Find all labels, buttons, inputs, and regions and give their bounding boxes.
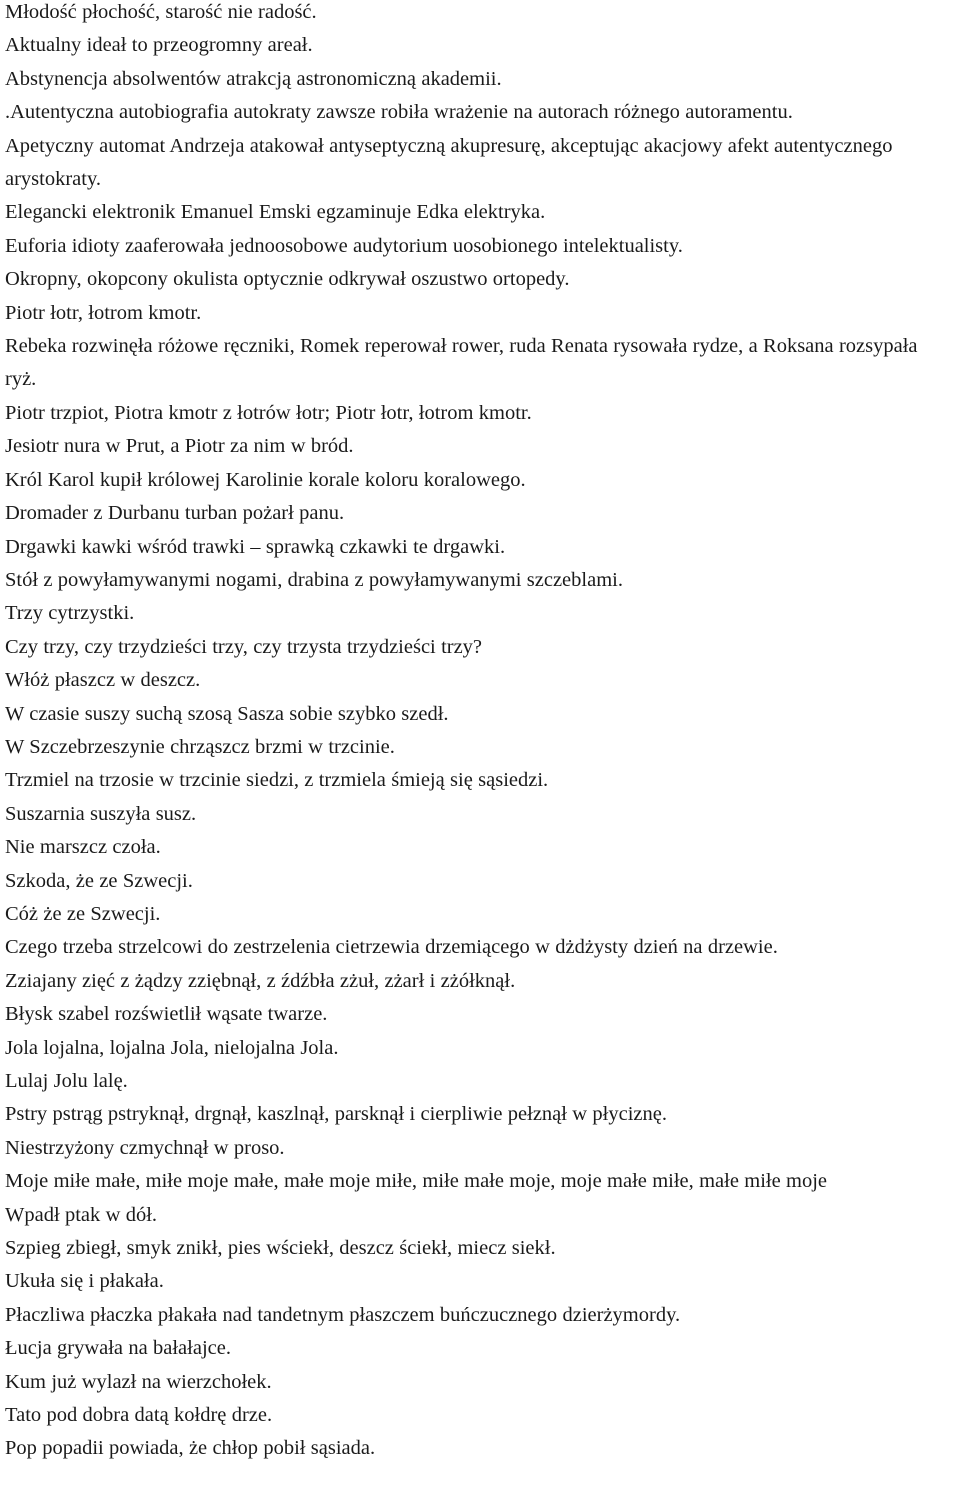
text-line-16: Stół z powyłamywanymi nogami, drabina z powyłamywanymi szczeblami. — [5, 568, 623, 591]
text-line-33: Niestrzyżony czmychnął w proso. — [5, 1136, 285, 1159]
text-line-7: Euforia idioty zaaferowała jednoosobowe audytorium uosobionego intelektualisty. — [5, 234, 683, 257]
text-line-21: W Szczebrzeszynie chrząszcz brzmi w trzcinie. — [5, 735, 395, 758]
text-line-1: Młodość płochość, starość nie radość. — [5, 1, 317, 23]
text-line-22: Trzmiel na trzosie w trzcinie siedzi, z trzmiela śmieją się sąsiedzi. — [5, 769, 549, 792]
text-line-42: Pop popadii powiada, że chłop pobił sąsiada. — [5, 1437, 376, 1460]
text-line-13: Król Karol kupił królowej Karolinie korale koloru koralowego. — [5, 468, 526, 491]
text-line-37: Ukuła się i płakała. — [5, 1270, 164, 1293]
text-line-2: Aktualny ideał to przeogromny areał. — [5, 34, 313, 57]
text-line-5: Apetyczny automat Andrzeja atakował antyseptyczną akupresurę, akceptując akacjowy afekt autentycznego arystokraty. — [5, 134, 893, 191]
text-line-6: Elegancki elektronik Emanuel Emski egzaminuje Edka elektryka. — [5, 201, 546, 224]
text-line-19: Włóż płaszcz w deszcz. — [5, 669, 201, 692]
text-line-35: Wpadł ptak w dół. — [5, 1203, 158, 1226]
text-line-4: .Autentyczna autobiografia autokraty zawsze robiła wrażenie na autorach różnego autoramentu. — [5, 101, 793, 124]
text-line-40: Kum już wylazł na wierzchołek. — [5, 1370, 272, 1393]
text-line-26: Cóż że ze Szwecji. — [5, 902, 161, 925]
text-line-10: Rebeka rozwinęła różowe ręczniki, Romek reperował rower, ruda Renata rysowała rydze, a Roksana rozsypała ryż. — [5, 335, 918, 391]
text-line-3: Abstynencja absolwentów atrakcją astronomiczną akademii. — [5, 67, 502, 90]
text-line-12: Jesiotr nura w Prut, a Piotr za nim w bród. — [5, 435, 354, 458]
text-line-41: Tato pod dobra datą kołdrę drze. — [5, 1404, 273, 1427]
text-line-23: Suszarnia suszyła susz. — [5, 802, 197, 825]
text-line-28: Zziajany zięć z żądzy zziębnął, z źdźbła zżuł, zżarł i zżółknął. — [5, 969, 516, 992]
text-line-25: Szkoda, że ze Szwecji. — [5, 869, 193, 892]
text-line-31: Lulaj Jolu lalę. — [5, 1070, 128, 1092]
text-line-20: W czasie suszy suchą szosą Sasza sobie szybko szedł. — [5, 702, 449, 725]
text-line-32: Pstry pstrąg pstryknął, drgnął, kaszlnął, parsknął i cierpliwie pełznął w płyciznę. — [5, 1103, 667, 1126]
text-line-38: Płaczliwa płaczka płakała nad tandetnym płaszczem buńczucznego dzierżymordy. — [5, 1303, 681, 1326]
text-line-27: Czego trzeba strzelcowi do zestrzelenia cietrzewia drzemiącego w dżdżysty dzień na drzewie. — [5, 936, 778, 959]
text-line-14: Dromader z Durbanu turban pożarł panu. — [5, 502, 345, 525]
text-line-39: Łucja grywała na bałałajce. — [5, 1337, 231, 1360]
text-line-30: Jola lojalna, lojalna Jola, nielojalna Jola. — [5, 1036, 339, 1059]
text-line-34: Moje miłe małe, miłe moje małe, małe moje miłe, miłe małe moje, moje małe miłe, małe miłe moje — [5, 1170, 828, 1193]
tongue-twister-list — [5, 0, 954, 1466]
text-line-11: Piotr trzpiot, Piotra kmotr z łotrów łotr; Piotr łotr, łotrom kmotr. — [5, 401, 532, 424]
text-line-24: Nie marszcz czoła. — [5, 836, 161, 859]
text-line-9: Piotr łotr, łotrom kmotr. — [5, 301, 202, 324]
text-line-15: Drgawki kawki wśród trawki – sprawką czkawki te drgawki. — [5, 535, 506, 558]
text-line-18: Czy trzy, czy trzydzieści trzy, czy trzysta trzydzieści trzy? — [5, 635, 483, 658]
text-line-17: Trzy cytrzystki. — [5, 602, 135, 625]
text-line-29: Błysk szabel rozświetlił wąsate twarze. — [5, 1003, 328, 1026]
text-line-36: Szpieg zbiegł, smyk znikł, pies wściekł, deszcz ściekł, miecz siekł. — [5, 1237, 556, 1260]
text-line-8: Okropny, okopcony okulista optycznie odkrywał oszustwo ortopedy. — [5, 268, 570, 291]
